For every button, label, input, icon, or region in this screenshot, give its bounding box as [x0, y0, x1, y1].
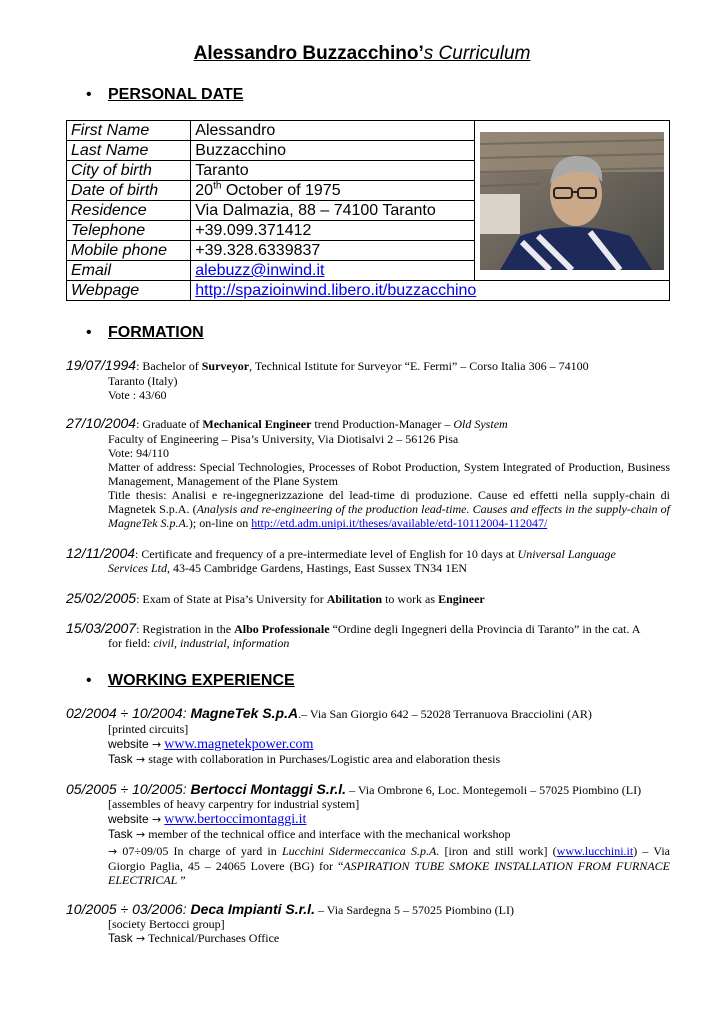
entry-date: 27/10/2004 [66, 415, 137, 431]
entry-italic: civil [153, 636, 174, 650]
arrow-right-icon: → [136, 753, 146, 766]
entry-date: 15/03/2007 [66, 620, 137, 636]
entry-text-part: [iron and still work] ( [439, 844, 557, 858]
entry-line: [printed circuits] [108, 722, 189, 736]
title-rest: s Curriculum [423, 43, 531, 64]
formation-entry-4 [66, 590, 670, 608]
task-text: Technical/Purchases Office [145, 931, 280, 945]
company-name: Bertocci Montaggi S.r.l. [190, 781, 347, 797]
entry-address: – Via Ombrone 6, Loc. Montegemoli – 57025 Piombino (LI) [346, 783, 642, 797]
entry-text-part: ); on-line on [188, 516, 252, 530]
section-personal-heading: PERSONAL DATE [108, 86, 244, 103]
entry-bold: Engineer [438, 592, 485, 606]
entry-text-part: , 43-45 Cambridge Gardens, Hastings, East Sussex TN34 1EN [167, 561, 468, 575]
entry-text-part: ) – Via Giorgio Paglia, 45 – 24065 Lovere (BG) for “ [108, 844, 671, 873]
entry-line: Faculty of Engineering – Pisa’s University, Via Diotisalvi 2 – 56126 Pisa [108, 432, 459, 446]
value-webpage-cell [191, 281, 670, 301]
entry-italic: ASPIRATION TUBE SMOKE INSTALLATION FROM FURNACE ELECTRICAL [108, 859, 670, 887]
entry-task [108, 752, 670, 767]
entry-text-part: Title thesis: Analisi e re-ingegnerizzazione del lead-time di produzione. Cause ed effetti nella supply-chain di Magnetek S.p.A. ( [108, 488, 670, 516]
entry-text: : Graduate of Mechanical Engineer trend Production-Manager – Old System [136, 417, 508, 431]
label-residence: Residence [67, 201, 191, 221]
arrow-right-icon: → [152, 738, 162, 751]
label-city-of-birth: City of birth [67, 161, 191, 181]
entry-line: [assembles of heavy carpentry for industrial system] [108, 797, 360, 811]
entry-thesis [108, 488, 670, 530]
entry-bold: Mechanical Engineer [202, 417, 312, 431]
bullet-icon: • [86, 672, 92, 689]
profile-photo [480, 132, 664, 270]
entry-bold: Surveyor [201, 359, 250, 373]
dob-rest: October of 1975 [221, 182, 341, 199]
entry-address: – Via Sardegna 5 – 57025 Piombino (LI) [314, 903, 514, 917]
entry-text-part: Bachelor of [142, 359, 202, 373]
page-title [0, 43, 724, 65]
value-mobile-phone: +39.328.6339837 [191, 241, 475, 261]
entry-text [135, 547, 616, 561]
dob-suffix: th [213, 180, 222, 192]
company-name: MagneTek S.p.A [190, 705, 299, 721]
bullet-icon: • [86, 324, 92, 341]
label-telephone: Telephone [67, 221, 191, 241]
entry-website [108, 812, 670, 827]
entry-bold: Abilitation [326, 592, 383, 606]
work-entry-1 [66, 705, 670, 723]
entry-bold: Albo Professionale [234, 622, 330, 636]
entry-text-part: “Ordine degli Ingegneri della Provincia di Taranto” in the cat. A [329, 622, 641, 636]
lucchini-link[interactable]: www.lucchini.it [556, 844, 634, 858]
email-link[interactable]: alebuzz@inwind.it [195, 262, 325, 279]
entry-text-part: , [226, 636, 233, 650]
company-name: Deca Impianti S.r.l. [190, 901, 315, 917]
entry-colon: : [182, 901, 191, 917]
dob-day: 20 [195, 182, 214, 199]
personal-data-table [66, 120, 670, 301]
entry-italic: information [232, 636, 290, 650]
entry-date: 05/2005 ÷ 10/2005 [66, 781, 183, 797]
task-text: member of the technical office and interface with the mechanical workshop [145, 827, 511, 841]
arrow-right-icon: → [136, 932, 146, 945]
value-last-name: Buzzacchino [191, 141, 475, 161]
entry-text [136, 592, 485, 606]
bullet-icon: • [86, 86, 92, 103]
entry-text-part: : Registration in the [136, 622, 235, 636]
entry-italic: Analysis and re-engineering of the production lead-time. Causes and effects in the supply-chain of MagneTek S.p.A. [108, 502, 670, 530]
value-city-of-birth: Taranto [191, 161, 475, 181]
entry-line: Matter of address: Special Technologies, Processes of Robot Production, System Integrated of Production, Business Management, Management of the Plane System [108, 460, 670, 488]
entry-text-part: ” [177, 873, 186, 887]
value-date-of-birth [191, 181, 475, 201]
arrow-right-icon: → [108, 845, 118, 858]
entry-address: .– Via San Giorgio 642 – 52028 Terranuova Bracciolini (AR) [298, 707, 592, 721]
entry-date: 02/2004 ÷ 10/2004 [66, 705, 183, 721]
entry-line: Vote: 94/110 [108, 446, 170, 460]
label-email: Email [67, 261, 191, 281]
entry-line: [society Bertocci group] [108, 917, 225, 931]
website-label: website [108, 812, 153, 826]
value-residence: Via Dalmazia, 88 – 74100 Taranto [191, 201, 475, 221]
entry-colon: : [182, 705, 191, 721]
table-row [67, 281, 670, 301]
section-work-heading: WORKING EXPERIENCE [108, 672, 295, 689]
entry-line: Taranto (Italy) [108, 374, 178, 388]
arrow-right-icon: → [136, 828, 146, 841]
entry-text-part: 07÷09/05 In charge of yard in [117, 844, 282, 858]
section-formation-heading: FORMATION [108, 324, 204, 341]
website-link[interactable]: www.magnetekpower.com [164, 737, 314, 752]
formation-entry-2 [66, 415, 670, 433]
table-row [67, 121, 670, 141]
entry-text-part: : Exam of State at Pisa’s University for [136, 592, 327, 606]
entry-date: 25/02/2005 [66, 590, 137, 606]
thesis-link[interactable]: http://etd.adm.unipi.it/theses/available/etd-10112004-112047/ [251, 516, 548, 530]
entry-date: 12/11/2004 [66, 545, 136, 561]
label-last-name: Last Name [67, 141, 191, 161]
entry-text-part: trend Production-Manager – [311, 417, 454, 431]
title-name: Alessandro Buzzacchino’ [193, 43, 424, 64]
entry-text-part: , [173, 636, 180, 650]
entry-task [108, 931, 670, 946]
arrow-right-icon: → [152, 813, 162, 826]
entry-text-part: , Technical Istitute for Surveyor “E. Fermi” – Corso Italia 306 – 74100 [249, 359, 589, 373]
entry-text [136, 622, 640, 636]
entry-italic: Universal Language [517, 547, 616, 561]
entry-text-part: to work as [382, 592, 439, 606]
value-telephone: +39.099.371412 [191, 221, 475, 241]
task-label: Task [108, 931, 137, 945]
entry-italic: industrial [179, 636, 227, 650]
entry-task [108, 827, 670, 842]
value-email-cell [191, 261, 475, 281]
entry-colon: : [182, 781, 191, 797]
entry-italic: Old System [453, 417, 508, 431]
entry-italic: Services Ltd [108, 561, 167, 575]
label-webpage: Webpage [67, 281, 191, 301]
entry-text-part: Graduate of [142, 417, 203, 431]
task-text: stage with collaboration in Purchases/Logistic area and elaboration thesis [145, 752, 501, 766]
entry-text-part: for field: [108, 636, 154, 650]
entry-italic: Lucchini Sidermeccanica S.p.A. [281, 844, 440, 858]
label-mobile-phone: Mobile phone [67, 241, 191, 261]
label-date-of-birth: Date of birth [67, 181, 191, 201]
website-label: website [108, 737, 153, 751]
task-label: Task [108, 752, 137, 766]
entry-website [108, 737, 670, 752]
website-link[interactable]: www.bertoccimontaggi.it [164, 812, 307, 827]
task-label: Task [108, 827, 137, 841]
photo-cell [475, 121, 670, 281]
webpage-link[interactable]: http://spazioinwind.libero.it/buzzacchino [195, 282, 477, 299]
entry-date: 19/07/1994 [66, 357, 137, 373]
entry-date: 10/2005 ÷ 03/2006 [66, 901, 183, 917]
label-first-name: First Name [67, 121, 191, 141]
entry-line: Vote : 43/60 [108, 388, 167, 402]
entry-line [108, 636, 670, 650]
formation-entry-1 [66, 357, 670, 375]
entry-text-part: : Certificate and frequency of a pre-intermediate level of English for 10 days at [135, 547, 518, 561]
value-first-name: Alessandro [191, 121, 475, 141]
entry-line [108, 844, 670, 887]
entry-line [108, 561, 670, 575]
entry-text: : Bachelor of Surveyor, Technical Istitute for Surveyor “E. Fermi” – Corso Italia 306 – 74100 [136, 359, 589, 373]
